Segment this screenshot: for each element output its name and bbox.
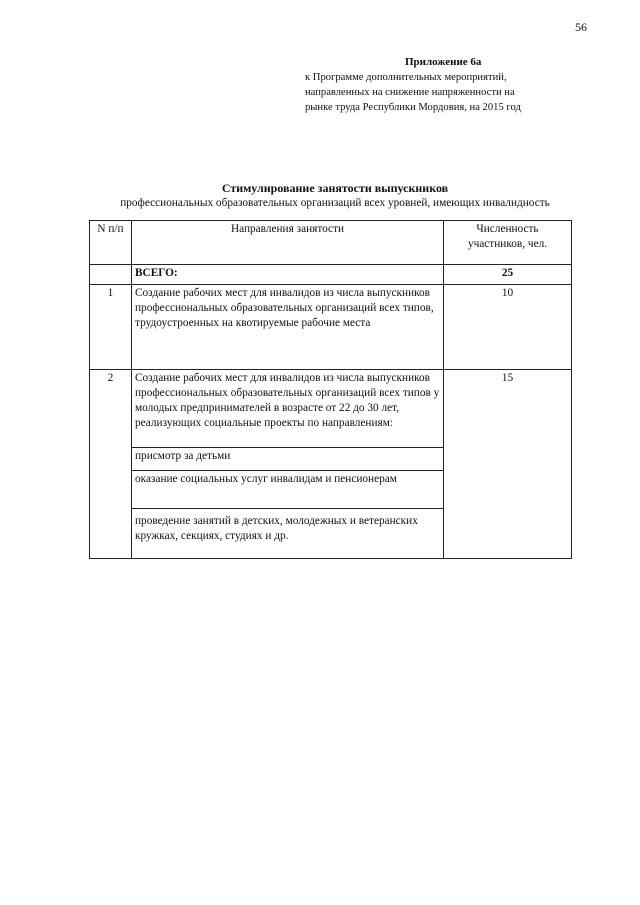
appendix-block <box>305 55 595 115</box>
table-header-row <box>90 221 572 265</box>
total-num-cell <box>90 265 132 285</box>
subitem-text: оказание социальных услуг инвалидам и пенсионерам <box>132 471 444 509</box>
employment-table <box>89 220 572 559</box>
row-text: Создание рабочих мест для инвалидов из числа выпускников профессиональных образовательных организаций всех типов, трудоустроенных на квотируемые рабочие места <box>132 285 444 370</box>
header-num: N п/п <box>90 221 132 265</box>
total-row <box>90 265 572 285</box>
subitem-text: присмотр за детьми <box>132 448 444 471</box>
row-text: Создание рабочих мест для инвалидов из числа выпускников профессиональных образовательных организаций всех типов у молодых предпринимателей в возрасте от 22 до 30 лет, реализующих социальные проекты по направлениям: <box>132 370 444 448</box>
row-num: 2 <box>90 370 132 559</box>
header-direction: Направления занятости <box>132 221 444 265</box>
total-value: 25 <box>444 265 572 285</box>
row-count: 15 <box>444 370 572 559</box>
appendix-title: Приложение 6а <box>405 56 482 68</box>
table-row <box>90 370 572 448</box>
header-count: Численность участников, чел. <box>444 221 572 265</box>
appendix-line: направленных на снижение напряженности на <box>305 87 515 98</box>
total-label: ВСЕГО: <box>132 265 444 285</box>
table-row <box>90 285 572 370</box>
document-subtitle: профессиональных образовательных организаций всех уровней, имеющих инвалидность <box>120 197 550 209</box>
document-title: Стимулирование занятости выпускников <box>221 181 449 195</box>
row-num: 1 <box>90 285 132 370</box>
page-number: 56 <box>575 20 587 34</box>
appendix-line: рынке труда Республики Мордовия, на 2015 год <box>305 102 521 113</box>
appendix-line: к Программе дополнительных мероприятий, <box>305 72 507 83</box>
subitem-text: проведение занятий в детских, молодежных и ветеранских кружках, секциях, студиях и др. <box>132 509 444 559</box>
row-count: 10 <box>444 285 572 370</box>
